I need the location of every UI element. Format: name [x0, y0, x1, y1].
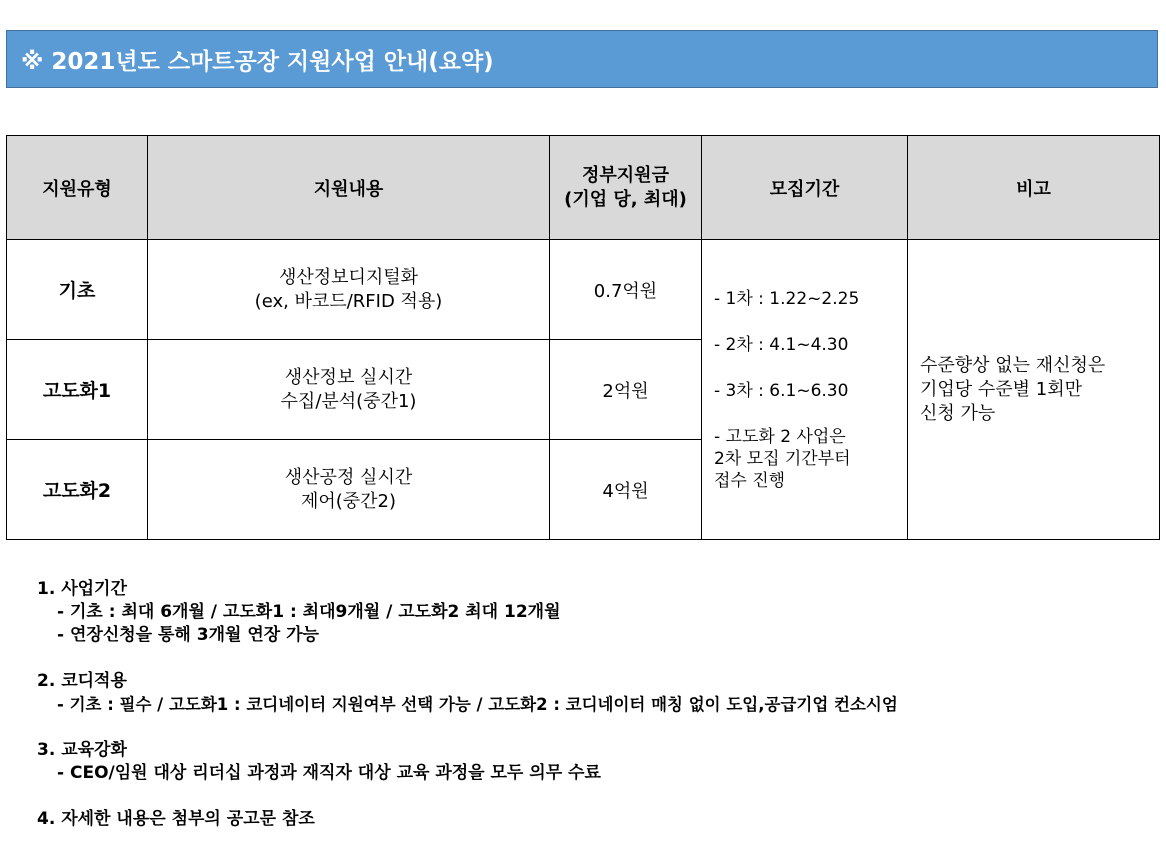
header-note: 비고 — [908, 136, 1160, 240]
row-type: 고도화1 — [7, 340, 148, 440]
support-table — [6, 135, 1160, 540]
table-row — [7, 240, 1160, 340]
note-heading: 3. 교육강화 — [37, 740, 127, 760]
period-line: - 3차 : 6.1~6.30 — [714, 380, 849, 401]
table-header-row — [7, 136, 1160, 240]
note-item: - CEO/임원 대상 리더십 과정과 재직자 대상 교육 과정을 모두 의무 수료 — [57, 763, 601, 783]
note-heading: 1. 사업기간 — [37, 579, 127, 599]
row-content: 생산공정 실시간 제어(중간2) — [148, 440, 550, 540]
note-block — [37, 739, 1147, 785]
recruit-period-cell — [702, 240, 908, 540]
note-block — [37, 578, 1147, 647]
row-content: 생산정보 실시간 수집/분석(중간1) — [148, 340, 550, 440]
period-line: 2차 모집 기간부터 — [714, 448, 851, 469]
row-content: 생산정보디지털화 (ex, 바코드/RFID 적용) — [148, 240, 550, 340]
header-content: 지원내용 — [148, 136, 550, 240]
row-type: 고도화2 — [7, 440, 148, 540]
row-amount: 2억원 — [550, 340, 702, 440]
note-block — [37, 808, 1147, 831]
note-heading: 4. 자세한 내용은 첨부의 공고문 참조 — [37, 809, 315, 829]
period-line: - 2차 : 4.1~4.30 — [714, 334, 849, 355]
note-item: - 연장신청을 통해 3개월 연장 가능 — [57, 625, 319, 645]
row-amount: 4억원 — [550, 440, 702, 540]
note-block — [37, 670, 1147, 716]
remarks-cell — [908, 240, 1160, 540]
header-type: 지원유형 — [7, 136, 148, 240]
period-line: - 1차 : 1.22~2.25 — [714, 288, 860, 309]
note-item: - 기초 : 최대 6개월 / 고도화1 : 최대9개월 / 고도화2 최대 12개월 — [57, 602, 561, 622]
remark-line: 수준향상 없는 재신청은 — [920, 354, 1106, 376]
period-line: 접수 진행 — [714, 470, 786, 491]
note-heading: 2. 코디적용 — [37, 671, 127, 691]
row-amount: 0.7억원 — [550, 240, 702, 340]
page-title: ※ 2021년도 스마트공장 지원사업 안내(요약) — [21, 48, 494, 75]
period-line: - 고도화 2 사업은 — [714, 426, 846, 447]
header-period: 모집기간 — [702, 136, 908, 240]
remark-line: 신청 가능 — [920, 402, 996, 424]
remark-line: 기업당 수준별 1회만 — [920, 378, 1082, 400]
header-amount: 정부지원금 (기업 당, 최대) — [550, 136, 702, 240]
row-type: 기초 — [7, 240, 148, 340]
page-title-banner — [6, 30, 1158, 88]
notes-section — [37, 578, 1147, 854]
note-item: - 기초 : 필수 / 고도화1 : 코디네이터 지원여부 선택 가능 / 고도화2 : 코디네이터 매칭 없이 도입,공급기업 컨소시엄 — [57, 695, 898, 714]
